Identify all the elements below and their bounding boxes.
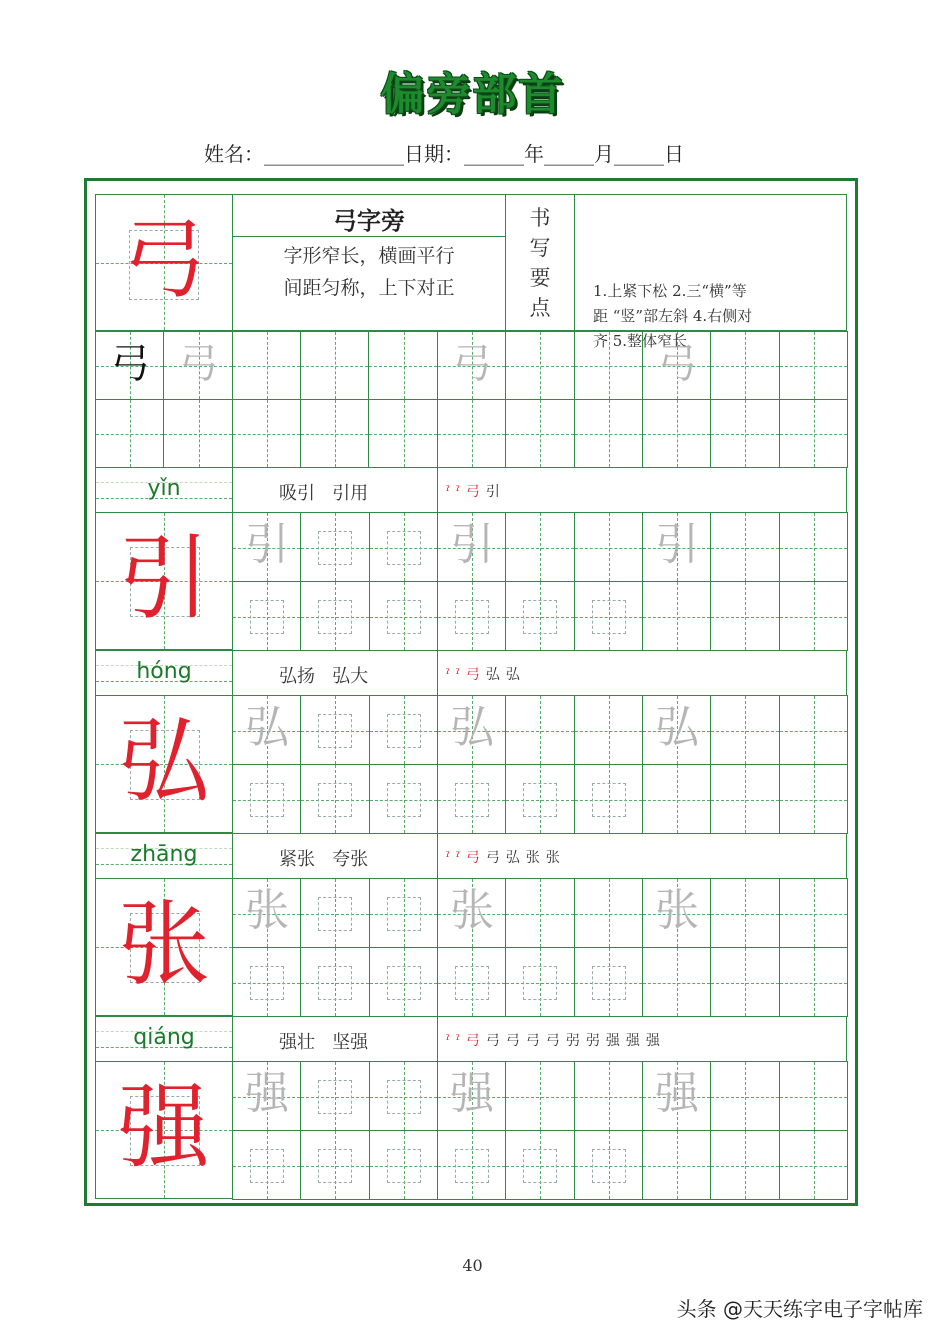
stroke-step: 强 [625, 1033, 640, 1049]
writing-cell [232, 1130, 301, 1200]
writing-cell [779, 581, 848, 651]
writing-cell [437, 1130, 506, 1200]
trace-char: 弘 [450, 702, 495, 753]
pinyin-cell [95, 1016, 233, 1062]
worksheet [95, 194, 847, 1199]
words-cell [232, 1016, 438, 1062]
writing-cell [369, 878, 438, 948]
writing-cell [642, 581, 711, 651]
stroke-step: 弓 [485, 1033, 500, 1049]
radical-practice-cell [574, 331, 643, 400]
writing-cell [642, 878, 711, 948]
words-cell [232, 833, 438, 879]
writing-cell [505, 1061, 574, 1131]
page-number: 40 [462, 1256, 483, 1275]
writing-cell [710, 878, 779, 948]
writing-cell [779, 512, 848, 582]
writing-cell [369, 512, 438, 582]
writing-cell [300, 581, 369, 651]
pinyin-text: yǐn [147, 476, 181, 501]
stroke-step: 弘 [485, 667, 500, 683]
writing-cell [574, 878, 643, 948]
writing-cell [437, 1061, 506, 1131]
stroke-step: 弜 [585, 1033, 600, 1049]
trace-char: 张 [655, 885, 700, 936]
writing-cell [574, 512, 643, 582]
radical-practice-cell [368, 331, 437, 400]
writing-cell [300, 947, 369, 1017]
example-words: 弘扬 弘大 [279, 666, 369, 687]
writing-cell [642, 764, 711, 834]
radical-practice-cell [642, 399, 711, 468]
radical-practice-cell [232, 399, 301, 468]
writing-cell [779, 878, 848, 948]
stroke-step: 弓 [525, 1033, 540, 1049]
writing-cell [505, 695, 574, 765]
writing-cell [300, 512, 369, 582]
radical-name: 弓字旁 [333, 206, 405, 235]
writing-cell [574, 581, 643, 651]
writing-cell [574, 1130, 643, 1200]
pinyin-cell [95, 467, 233, 513]
radical-practice-cell [505, 331, 574, 400]
trace-char: 强 [450, 1068, 495, 1119]
writing-cell [437, 764, 506, 834]
writing-cell [574, 764, 643, 834]
writing-cell [505, 947, 574, 1017]
stroke-step: 引 [485, 484, 500, 500]
writing-cell [232, 947, 301, 1017]
pinyin-text: hóng [136, 659, 192, 684]
stroke-step: 张 [525, 850, 540, 866]
writing-cell [642, 1061, 711, 1131]
radical-practice-cell [779, 331, 848, 400]
trace-char: 弘 [245, 702, 290, 753]
writing-cell [232, 512, 301, 582]
writing-cell [300, 1130, 369, 1200]
writing-cell [642, 1130, 711, 1200]
model-char-cell [95, 695, 233, 833]
model-char: 强 [117, 1074, 210, 1181]
trace-char: 引 [450, 519, 495, 570]
description-line1: 字形窄长，横画平行 [283, 245, 455, 267]
radical-model-char: 弓 [110, 341, 151, 387]
writing-cell [574, 1061, 643, 1131]
key-label: 书 写 要 点 [529, 206, 551, 320]
writing-cell [505, 764, 574, 834]
radical-practice-cell [368, 399, 437, 468]
radical-info-cell [232, 194, 506, 331]
radical-practice-cell [437, 331, 506, 400]
writing-cell [710, 1130, 779, 1200]
page-title: 偏旁部首 [380, 69, 565, 120]
radical-practice-cell [95, 331, 164, 400]
writing-cell [232, 581, 301, 651]
trace-char: 弘 [655, 702, 700, 753]
radical-practice-cell [95, 399, 164, 468]
stroke-order-cell [437, 1016, 847, 1062]
example-words: 紧张 夸张 [279, 849, 369, 870]
writing-cell [710, 581, 779, 651]
key-label-cell [505, 194, 575, 331]
stroke-step: ˀ [446, 667, 450, 683]
writing-cell [437, 581, 506, 651]
pinyin-text: qiáng [133, 1025, 195, 1050]
writing-cell [369, 1130, 438, 1200]
writing-cell [437, 695, 506, 765]
writing-cell [300, 878, 369, 948]
stroke-step: 张 [545, 850, 560, 866]
radical-cell [95, 194, 233, 331]
radical-practice-cell [300, 331, 369, 400]
stroke-step: 弓 [465, 1033, 480, 1049]
stroke-order-cell [437, 467, 847, 513]
trace-char: 强 [655, 1068, 700, 1119]
stroke-order [446, 1030, 666, 1050]
writing-cell [574, 695, 643, 765]
stroke-step: 弓 [545, 1033, 560, 1049]
writing-cell [369, 695, 438, 765]
stroke-step: 弘 [505, 850, 520, 866]
model-char-cell [95, 512, 233, 650]
writing-cell [232, 695, 301, 765]
writing-cell [710, 695, 779, 765]
writing-cell [300, 1061, 369, 1131]
model-char-cell [95, 878, 233, 1016]
writing-cell [642, 695, 711, 765]
radical-practice-cell [437, 399, 506, 468]
key-points: 1.上紧下松 2.三“横”等 距 “竖”部左斜 4.右侧对 齐 5.整体窄长 [593, 282, 753, 350]
stroke-step: ˀ [455, 667, 460, 683]
stroke-step: 弘 [505, 667, 520, 683]
writing-cell [232, 764, 301, 834]
writing-cell [437, 878, 506, 948]
stroke-step: 弓 [465, 850, 480, 866]
key-points-cell [574, 194, 847, 350]
writing-cell [710, 764, 779, 834]
writing-cell [710, 947, 779, 1017]
radical-practice-cell [710, 399, 779, 468]
radical-char: 弓 [121, 210, 207, 310]
name-date-line: 姓名：______________日期：______年_____月_____日 [204, 142, 684, 166]
writing-cell [232, 878, 301, 948]
stroke-step: 弓 [505, 1033, 520, 1049]
stroke-order [446, 664, 526, 684]
model-char: 张 [117, 891, 210, 998]
stroke-step: 弜 [565, 1033, 580, 1049]
stroke-step: ˀ [446, 850, 450, 866]
stroke-step: 强 [645, 1033, 660, 1049]
writing-cell [369, 947, 438, 1017]
writing-cell [437, 947, 506, 1017]
stroke-step: ˀ [455, 1033, 460, 1049]
model-char: 引 [117, 525, 210, 632]
pinyin-cell [95, 650, 233, 696]
stroke-order-cell [437, 650, 847, 696]
writing-cell [369, 581, 438, 651]
words-cell [232, 467, 438, 513]
writing-cell [369, 764, 438, 834]
trace-char: 张 [245, 885, 290, 936]
radical-trace-char: 弓 [451, 341, 492, 387]
stroke-order [446, 481, 506, 501]
stroke-step: 弓 [485, 850, 500, 866]
radical-practice-cell [779, 399, 848, 468]
stroke-step: 弓 [465, 484, 480, 500]
writing-cell [505, 512, 574, 582]
example-words: 强壮 坚强 [279, 1032, 369, 1053]
writing-cell [505, 581, 574, 651]
radical-trace-char: 弓 [178, 341, 219, 387]
writing-cell [369, 1061, 438, 1131]
trace-char: 张 [450, 885, 495, 936]
writing-cell [779, 947, 848, 1017]
trace-char: 强 [245, 1068, 290, 1119]
writing-cell [300, 695, 369, 765]
radical-practice-cell [163, 331, 232, 400]
radical-practice-cell [232, 331, 301, 400]
writing-cell [710, 512, 779, 582]
radical-practice-cell [574, 399, 643, 468]
radical-practice-cell [642, 331, 711, 400]
writing-cell [779, 764, 848, 834]
writing-cell [300, 764, 369, 834]
example-words: 吸引 引用 [279, 483, 369, 504]
writing-cell [437, 512, 506, 582]
radical-trace-char: 弓 [657, 341, 698, 387]
radical-practice-cell [710, 331, 779, 400]
stroke-order [446, 847, 566, 867]
radical-practice-cell [505, 399, 574, 468]
stroke-step: ˀ [446, 484, 450, 500]
stroke-step: ˀ [455, 850, 460, 866]
writing-cell [779, 1061, 848, 1131]
model-char-cell [95, 1061, 233, 1199]
writing-cell [779, 695, 848, 765]
stroke-order-cell [437, 833, 847, 879]
writing-cell [505, 878, 574, 948]
pinyin-text: zhāng [130, 842, 198, 867]
stroke-step: 强 [605, 1033, 620, 1049]
trace-char: 引 [245, 519, 290, 570]
radical-practice-cell [300, 399, 369, 468]
pinyin-cell [95, 833, 233, 879]
writing-cell [505, 1130, 574, 1200]
trace-char: 引 [655, 519, 700, 570]
stroke-step: ˀ [446, 1033, 450, 1049]
stroke-step: 弓 [465, 667, 480, 683]
stroke-step: ˀ [455, 484, 460, 500]
writing-cell [779, 1130, 848, 1200]
writing-cell [574, 947, 643, 1017]
watermark: 头条 @天天练字电子字帖库 [676, 1297, 923, 1321]
writing-cell [642, 947, 711, 1017]
writing-cell [710, 1061, 779, 1131]
description-line2: 间距匀称，上下对正 [283, 277, 455, 299]
writing-cell [232, 1061, 301, 1131]
model-char: 弘 [117, 708, 210, 815]
writing-cell [642, 512, 711, 582]
radical-practice-cell [163, 399, 232, 468]
words-cell [232, 650, 438, 696]
